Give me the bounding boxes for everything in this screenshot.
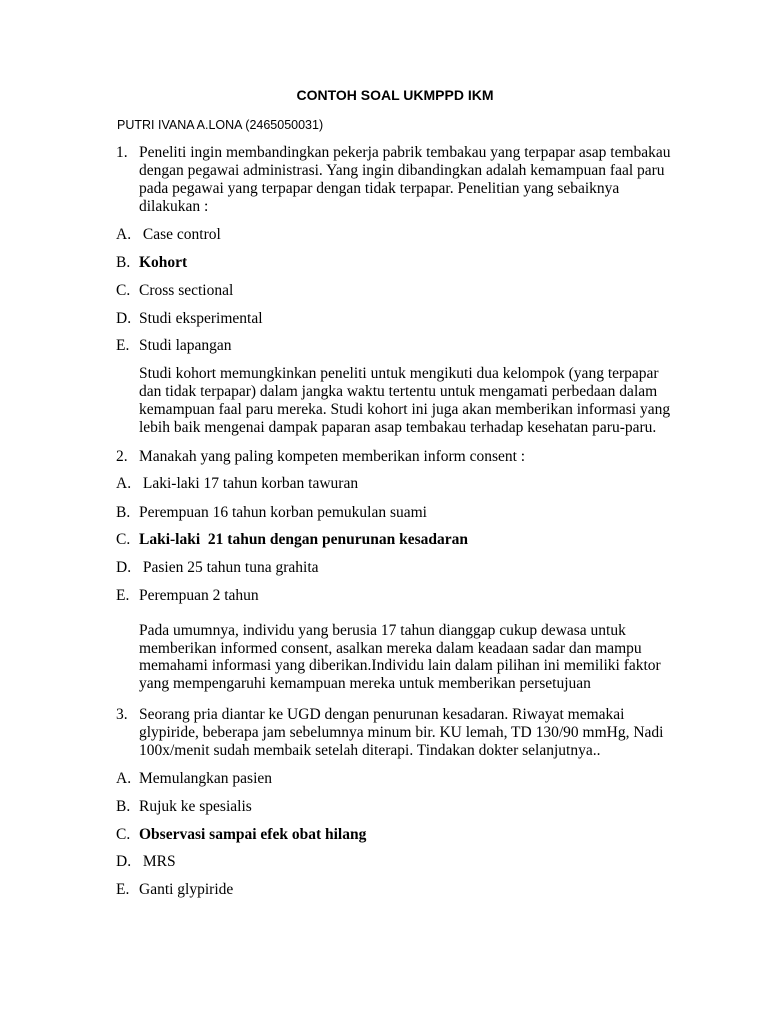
explanation-paragraph: Studi kohort memungkinkan peneliti untuk mengikuti dua kelompok (yang terpapar dan tidak terpapar) dalam jangka waktu tertentu untuk mengamati perbedaan dalam kemampuan faal paru mereka. Studi kohort ini juga akan memberikan informasi yang lebih baik mengenai dampak paparan asap tembakau terhadap kesehatan paru-paru. (139, 365, 671, 436)
option-letter: E. (116, 587, 130, 604)
option-letter: A. (116, 475, 132, 492)
option-text: Pasien 25 tahun tuna grahita (139, 559, 319, 576)
option-text: Rujuk ke spesialis (139, 798, 252, 815)
option-letter: B. (116, 254, 131, 271)
explanation-paragraph: Pada umumnya, individu yang berusia 17 tahun dianggap cukup dewasa untuk memberikan informed consent, asalkan mereka dalam keadaan sadar dan mampu memahami informasi yang diberikan.Individu lain dalam pilihan ini memiliki faktor yang mempengaruhi kemampuan mereka untuk memberikan persetujuan (139, 622, 661, 692)
question-stem: Manakah yang paling kompeten memberikan inform consent : (139, 448, 526, 465)
question-number: 1. (116, 144, 128, 161)
option-letter: D. (116, 310, 132, 327)
option-text: Perempuan 16 tahun korban pemukulan suami (139, 504, 427, 521)
option-letter: B. (116, 504, 131, 521)
option-letter: D. (116, 853, 132, 870)
question-number: 3. (116, 706, 128, 723)
option-text-correct: Observasi sampai efek obat hilang (139, 826, 367, 843)
option-text: Studi eksperimental (139, 310, 263, 327)
question-number: 2. (116, 448, 128, 465)
option-text: Laki-laki 17 tahun korban tawuran (139, 475, 359, 492)
option-letter: D. (116, 559, 132, 576)
author-line: PUTRI IVANA A.LONA (2465050031) (117, 118, 324, 132)
option-letter: B. (116, 798, 131, 815)
option-letter: A. (116, 770, 132, 787)
option-text: Perempuan 2 tahun (139, 587, 259, 604)
question-stem: Seorang pria diantar ke UGD dengan penurunan kesadaran. Riwayat memakai glypiride, beberapa jam sebelumnya minum bir. KU lemah, TD 130/90 mmHg, Nadi 100x/menit sudah membaik setelah diterapi. Tindakan dokter selanjutnya.. (139, 706, 664, 759)
option-letter: A. (116, 226, 132, 243)
page-title: CONTOH SOAL UKMPPD IKM (296, 87, 494, 103)
option-text: Studi lapangan (139, 337, 232, 354)
option-text: Memulangkan pasien (139, 770, 273, 787)
option-text: Cross sectional (139, 282, 234, 299)
option-letter: E. (116, 881, 130, 898)
option-text: Ganti glypiride (139, 881, 234, 898)
question-stem: Peneliti ingin membandingkan pekerja pabrik tembakau yang terpapar asap tembakau dengan pegawai administrasi. Yang ingin dibandingkan adalah kemampuan faal paru pada pegawai yang terpapar dengan tidak terpapar. Penelitian yang sebaiknya dilakukan : (139, 144, 671, 215)
option-text: MRS (139, 853, 176, 870)
option-text: Case control (139, 226, 221, 243)
option-letter: C. (116, 282, 131, 299)
option-letter: C. (116, 826, 131, 843)
option-text-correct: Kohort (139, 254, 188, 271)
option-letter: E. (116, 337, 130, 354)
option-letter: C. (116, 531, 131, 548)
option-text-correct: Laki-laki 21 tahun dengan penurunan kesadaran (139, 531, 469, 548)
